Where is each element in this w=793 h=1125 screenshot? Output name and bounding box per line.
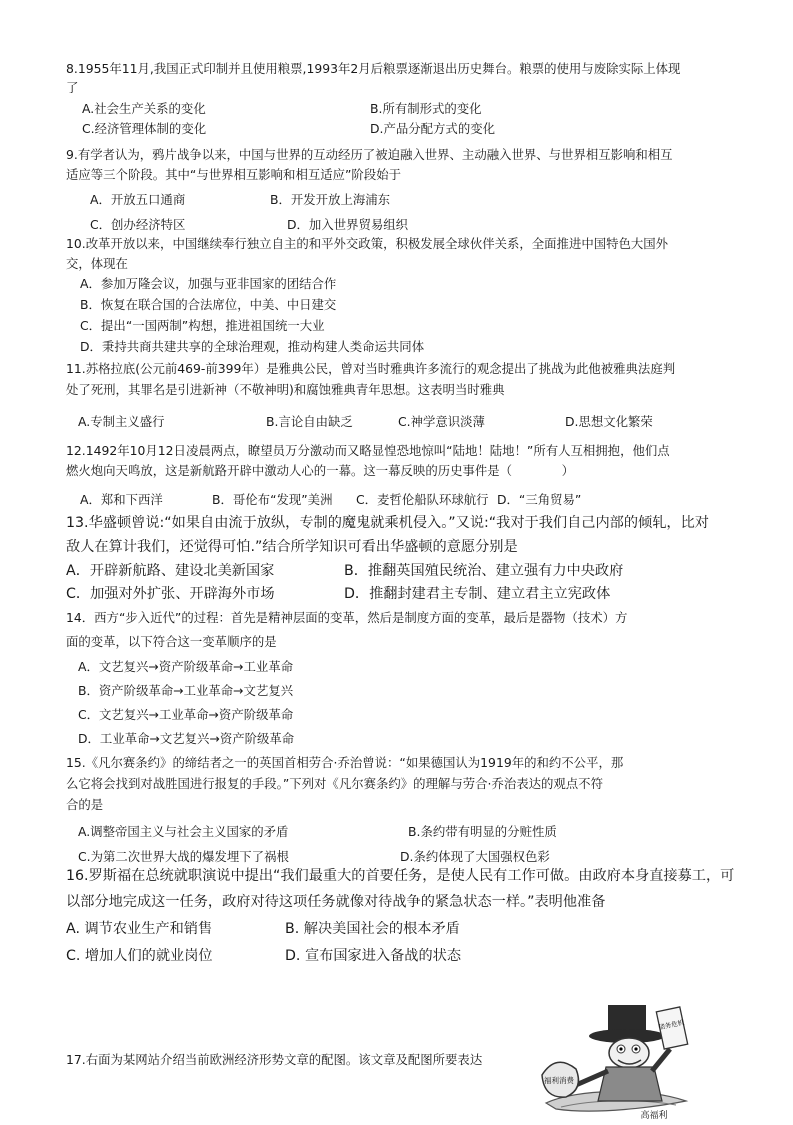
q10-option-b: B．恢复在联合国的合法席位，中美、中日建交 xyxy=(80,297,337,312)
q13-option-b: B．推翻英国殖民统治、建立强有力中央政府 xyxy=(344,563,624,579)
q12-option-d: D．“三角贸易” xyxy=(497,492,582,507)
q10-stem-line1: 10.改革开放以来，中国继续奉行独立自主的和平外交政策，积极发展全球伙伴关系，全面推进中国特色大国外 xyxy=(66,236,669,251)
q13-stem-line2: 敌人在算计我们，还觉得可怕.”结合所学知识可看出华盛顿的意愿分别是 xyxy=(66,539,518,555)
q17-stem-line1: 17.右面为某网站介绍当前欧洲经济形势文章的配图。该文章及配图所要表达 xyxy=(66,1052,483,1067)
q9-option-d: D．加入世界贸易组织 xyxy=(287,217,409,232)
q12-stem-line1: 12.1492年10月12日凌晨两点，瞭望员万分激动而又略显惶恐地惊叫“陆地！陆地！”所有人互相拥抱，他们点 xyxy=(66,443,670,458)
q9-option-b: B．开发开放上海浦东 xyxy=(270,192,391,207)
q12-option-a: A．郑和下西洋 xyxy=(80,492,163,507)
q9-stem-line2: 适应等三个阶段。其中“与世界相互影响和相互适应”阶段始于 xyxy=(66,167,401,182)
cartoon-svg xyxy=(536,1003,696,1121)
q16-stem-line2: 以部分地完成这一任务，政府对待这项任务就像对待战争的紧急状态一样。”表明他准备 xyxy=(66,894,606,910)
cartoon-caption: 高福利 xyxy=(640,1111,668,1121)
q14-option-c: C．文艺复兴→工业革命→资产阶级革命 xyxy=(78,707,294,722)
q8-option-c: C.经济管理体制的变化 xyxy=(82,121,207,136)
q15-stem-line3: 合的是 xyxy=(66,797,104,812)
q8-option-b: B.所有制形式的变化 xyxy=(370,101,482,116)
q8-stem-line1: 8.1955年11月,我国正式印制并且使用粮票,1993年2月后粮票逐渐退出历史舞台。粮票的使用与废除实际上体现 xyxy=(66,61,681,76)
q8-option-d: D.产品分配方式的变化 xyxy=(370,121,495,136)
q16-option-a: A. 调节农业生产和销售 xyxy=(66,921,213,937)
q10-option-d: D．秉持共商共建共享的全球治理观，推动构建人类命运共同体 xyxy=(80,339,425,354)
q11-option-c: C.神学意识淡薄 xyxy=(398,414,485,429)
q15-option-a: A.调整帝国主义与社会主义国家的矛盾 xyxy=(78,824,289,839)
q15-option-d: D.条约体现了大国强权色彩 xyxy=(400,849,550,864)
q15-stem-line2: 么它将会找到对战胜国进行报复的手段。”下列对《凡尔赛条约》的理解与劳合·乔治表达的观点不符 xyxy=(66,776,603,791)
q15-option-c: C.为第二次世界大战的爆发埋下了祸根 xyxy=(78,849,289,864)
q13-stem-line1: 13.华盛顿曾说:“如果自由流于放纵，专制的魔鬼就乘机侵入。”又说:“我对于我们自己内部的倾轧，比对 xyxy=(66,515,709,531)
q13-option-a: A．开辟新航路、建设北美新国家 xyxy=(66,563,275,579)
q13-option-d: D．推翻封建君主专制、建立君主立宪政体 xyxy=(344,586,611,602)
q15-stem-line1: 15.《凡尔赛条约》的缔结者之一的英国首相劳合·乔治曾说：“如果德国认为1919年的和约不公平，那 xyxy=(66,755,624,770)
q16-option-d: D. 宣布国家进入备战的状态 xyxy=(285,948,462,964)
card-label: 债务危机 xyxy=(657,1018,685,1032)
q8-stem-line2: 了 xyxy=(66,80,79,95)
q11-option-d: D.思想文化繁荣 xyxy=(565,414,653,429)
q15-option-b: B.条约带有明显的分赃性质 xyxy=(408,824,557,839)
q16-option-b: B. 解决美国社会的根本矛盾 xyxy=(285,921,460,937)
q14-stem-line2: 面的变革，以下符合这一变革顺序的是 xyxy=(66,634,277,649)
q14-option-a: A．文艺复兴→资产阶级革命→工业革命 xyxy=(78,659,294,674)
q10-option-c: C．提出“一国两制”构想，推进祖国统一大业 xyxy=(80,318,325,333)
q11-option-b: B.言论自由缺乏 xyxy=(266,414,353,429)
q9-option-a: A．开放五口通商 xyxy=(90,192,186,207)
q11-option-a: A.专制主义盛行 xyxy=(78,414,165,429)
q8-option-a: A.社会生产关系的变化 xyxy=(82,101,206,116)
q10-stem-line2: 交，体现在 xyxy=(66,256,128,271)
cartoon-illustration xyxy=(536,1003,696,1121)
q9-option-c: C．创办经济特区 xyxy=(90,217,186,232)
q10-option-a: A．参加万隆会议，加强与亚非国家的团结合作 xyxy=(80,276,337,291)
q12-stem-line2: 燃火炮向天鸣放，这是新航路开辟中激动人心的一幕。这一幕反映的历史事件是（ ） xyxy=(66,463,575,478)
q16-stem-line1: 16.罗斯福在总统就职演说中提出“我们最重大的首要任务，是使人民有工作可做。由政府本身直接募工，可 xyxy=(66,868,735,884)
q13-option-c: C．加强对外扩张、开辟海外市场 xyxy=(66,586,275,602)
q14-option-b: B．资产阶级革命→工业革命→文艺复兴 xyxy=(78,683,294,698)
q11-stem-line2: 处了死刑，其罪名是引进新神（不敬神明)和腐蚀雅典青年思想。这表明当时雅典 xyxy=(66,382,505,397)
q12-option-b: B．哥伦布“发现”美洲 xyxy=(212,492,333,507)
q14-stem-line1: 14．西方“步入近代”的过程：首先是精神层面的变革，然后是制度方面的变革，最后是器物（技术）方 xyxy=(66,610,628,625)
q14-option-d: D．工业革命→文艺复兴→资产阶级革命 xyxy=(78,731,295,746)
q16-option-c: C. 增加人们的就业岗位 xyxy=(66,948,213,964)
q11-stem-line1: 11.苏格拉底(公元前469-前399年）是雅典公民，曾对当时雅典许多流行的观念提出了挑战为此他被雅典法庭判 xyxy=(66,361,676,376)
bag-label: 福利消费 xyxy=(544,1076,574,1085)
q12-option-c: C．麦哲伦船队环球航行 xyxy=(356,492,489,507)
q9-stem-line1: 9.有学者认为，鸦片战争以来，中国与世界的互动经历了被迫融入世界、主动融入世界、与世界相互影响和相互 xyxy=(66,147,673,162)
